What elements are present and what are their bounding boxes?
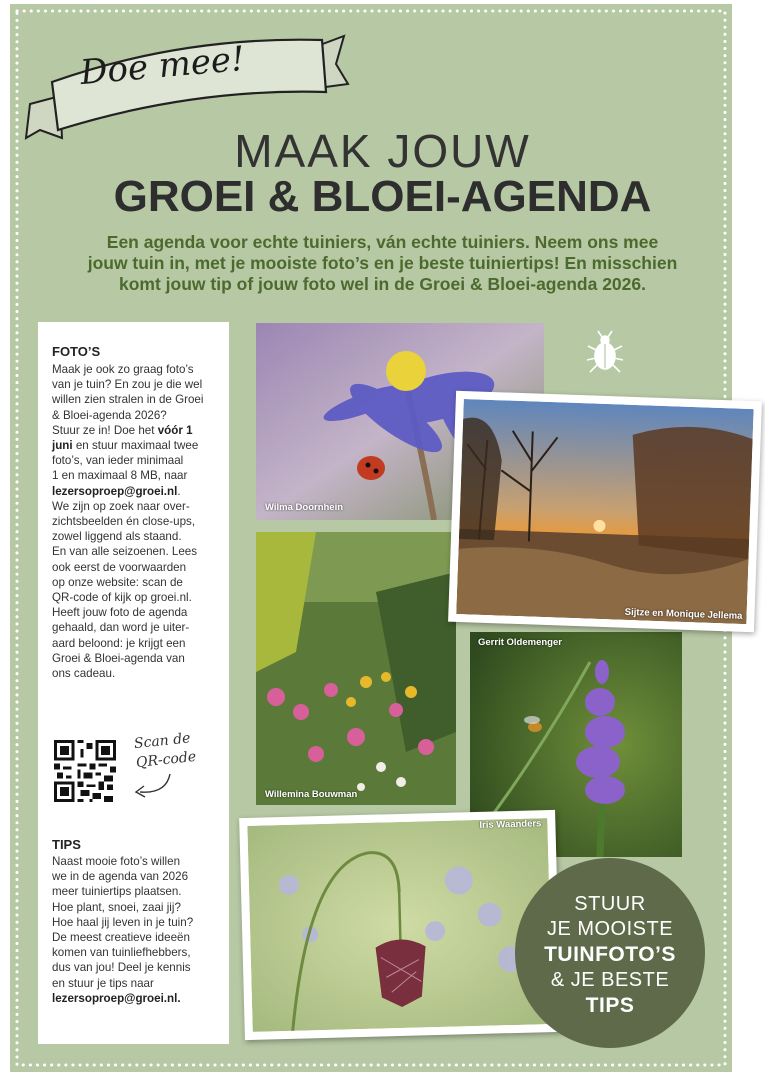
photo-fritillary: [239, 810, 561, 1040]
badge-line: & JE BESTE: [550, 969, 670, 991]
qr-label-line: Scan de: [133, 730, 192, 753]
text-line: [52, 484, 224, 499]
text-line: Groei & Bloei-agenda van: [52, 651, 185, 665]
deadline-bold-month: juni: [52, 439, 73, 453]
intro-text: [70, 232, 695, 295]
photo-credit: Willemina Bouwman: [265, 789, 358, 800]
photo-credit: Wilma Doornhein: [265, 502, 344, 513]
text-line: ons cadeau.: [52, 667, 116, 681]
text-line: willen zien stralen in de Groei: [52, 393, 204, 407]
text-line: ook eerst de voorwaarden: [52, 560, 187, 574]
text-line: gehaald, dan word je uiter-: [52, 621, 190, 635]
curved-arrow-icon: [126, 770, 176, 800]
text-line: zichtsbeelden én close-ups,: [52, 515, 196, 529]
qr-label-line: QR-code: [135, 748, 197, 772]
fotos-heading: FOTO’S: [52, 344, 101, 359]
badge-line-bold: TIPS: [585, 994, 635, 1017]
banner-text: Doe mee!: [78, 38, 247, 94]
text-line: van je tuin? En zou je die wel: [52, 378, 203, 392]
text-line: komen van tuinliefhebbers,: [52, 946, 191, 960]
text-line: & Bloei-agenda 2026?: [52, 408, 167, 422]
qr-code[interactable]: [54, 740, 116, 802]
photo-credit: Gerrit Oldemenger: [478, 637, 562, 648]
text-line: Heeft jouw foto de agenda: [52, 606, 188, 620]
badge-line: JE MOOISTE: [546, 918, 674, 940]
text-line: Hoe plant, snoei, zaai jij?: [52, 900, 181, 914]
badge-line: STUUR: [574, 893, 646, 915]
photo-credit: Sijtze en Monique Jellema: [624, 606, 743, 622]
intro-line: jouw tuin in, met je mooiste foto’s en je beste tuiniertips! En misschien: [87, 253, 678, 273]
title-line-1: MAAK JOUW: [234, 125, 531, 177]
text-line: dus van jou! Deel je kennis: [52, 961, 191, 975]
photo-credit: Iris Waanders: [479, 818, 542, 831]
fotos-text: [52, 362, 224, 681]
email-link[interactable]: lezersoproep@groei.nl.: [52, 991, 181, 1005]
text-line: Naast mooie foto’s willen: [52, 855, 181, 868]
deadline-bold: vóór 1: [157, 423, 193, 437]
text-line: De meest creatieve ideeën: [52, 931, 190, 945]
text-line: zowel liggend als staand.: [52, 530, 182, 544]
text-line: op onze website: scan de: [52, 575, 183, 589]
text-line: QR-code of kijk op groei.nl.: [52, 591, 192, 605]
call-to-action-badge: [515, 858, 705, 1048]
text-span: .: [177, 484, 181, 498]
text-line: 1 en maximaal 8 MB, naar: [52, 469, 188, 483]
intro-line: Een agenda voor echte tuiniers, ván echte tuiniers. Neem ons mee: [106, 232, 659, 252]
intro-line: komt jouw tip of jouw foto wel in de Groei & Bloei-agenda 2026.: [119, 274, 646, 294]
text-span: Stuur ze in! Doe het: [52, 423, 155, 437]
beetle-icon: [586, 330, 624, 374]
text-line: we in de agenda van 2026: [52, 870, 189, 884]
text-line: [52, 991, 224, 1006]
text-line: Hoe haal jij leven in je tuin?: [52, 915, 194, 929]
text-line: foto’s, van ieder minimaal: [52, 454, 184, 468]
text-line: We zijn op zoek naar over-: [52, 499, 190, 513]
photo-winter-sunset: [448, 391, 762, 633]
text-line: en stuur je tips naar: [52, 976, 154, 990]
info-sidebar: [38, 322, 229, 1044]
badge-line-bold: TUINFOTO’S: [544, 943, 676, 966]
tips-text: [52, 854, 224, 1006]
title-line-2: GROEI & BLOEI-AGENDA: [113, 172, 652, 221]
text-span: en stuur maximaal twee: [75, 439, 199, 453]
text-line: Maak je ook zo graag foto’s: [52, 363, 194, 376]
text-line: meer tuiniertips plaatsen.: [52, 885, 182, 899]
email-link[interactable]: lezersoproep@groei.nl: [52, 484, 178, 498]
text-line: aard beloond: je krijgt een: [52, 636, 186, 650]
photo-garden: [256, 532, 456, 805]
text-line: En van alle seizoenen. Lees: [52, 545, 198, 559]
qr-label: [133, 729, 197, 773]
text-line: [52, 438, 224, 453]
tips-heading: TIPS: [52, 837, 81, 852]
text-line: [52, 423, 224, 438]
